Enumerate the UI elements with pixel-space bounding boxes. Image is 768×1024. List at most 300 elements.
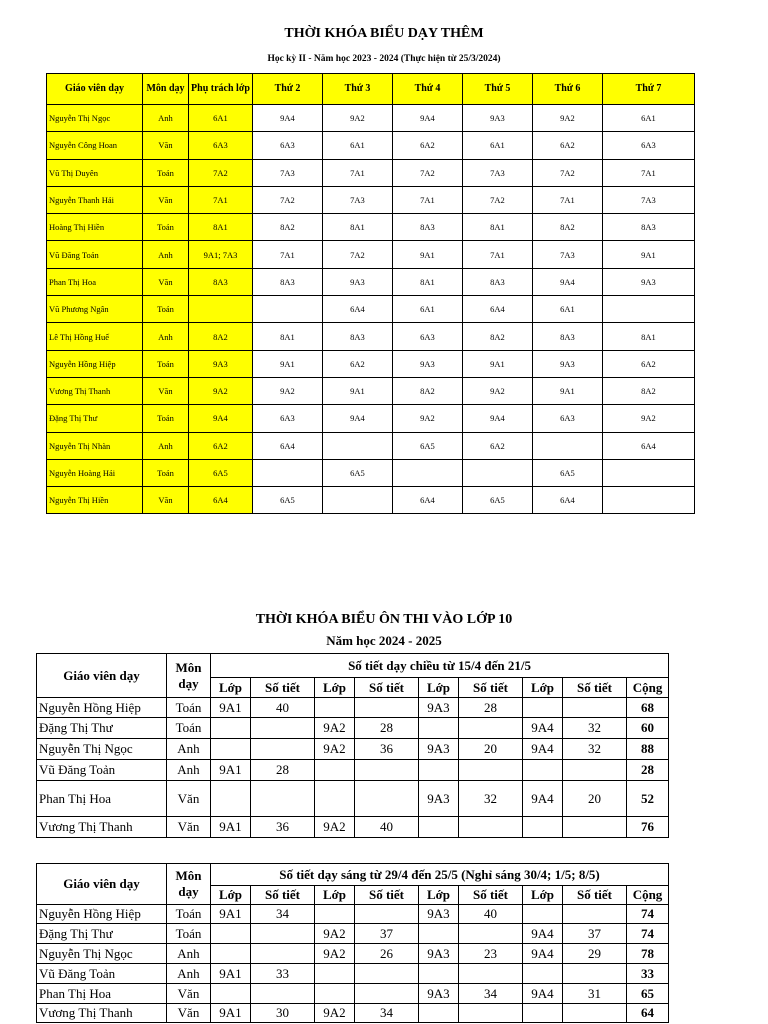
table-row [37,944,669,964]
value-cell: 23 [459,944,523,964]
class-cell: 8A2 [533,214,603,241]
class-cell: 9A3 [603,268,695,295]
value-cell [211,739,251,760]
class-cell: 9A4 [323,405,393,432]
value-cell: 34 [459,984,523,1004]
col-subject: Môn dạy [167,654,211,698]
class-cell: 9A3 [189,350,253,377]
teacher-name: Hoàng Thị Hiền [47,214,143,241]
subheader-sotiet: Số tiết [563,886,627,905]
teacher-name: Nguyễn Thị Ngọc [47,105,143,132]
value-cell: 9A3 [419,905,459,924]
value-cell [459,1004,523,1023]
value-cell: 31 [563,984,627,1004]
subject-cell: Toán [143,159,189,186]
class-cell: 6A5 [463,487,533,514]
value-cell: 9A4 [523,781,563,817]
value-cell [419,924,459,944]
value-cell: 29 [563,944,627,964]
class-cell: 9A3 [323,268,393,295]
class-cell: 6A4 [323,296,393,323]
class-cell: 6A5 [533,459,603,486]
schedule2-title: THỜI KHÓA BIỂU ÔN THI VÀO LỚP 10 [255,612,513,627]
morning-exam-prep-table [36,863,669,1023]
value-cell: 9A1 [211,1004,251,1023]
class-cell: 6A3 [533,405,603,432]
subject-cell: Anh [143,432,189,459]
value-cell: 9A1 [211,698,251,718]
header-cell: Thứ 4 [393,74,463,105]
value-cell [315,984,355,1004]
table-row [37,760,669,781]
class-cell: 9A1; 7A3 [189,241,253,268]
subject-cell: Toán [143,296,189,323]
teacher-name: Vương Thị Thanh [37,817,167,838]
value-cell [251,718,315,739]
class-cell: 8A3 [189,268,253,295]
subheader-sotiet: Số tiết [251,886,315,905]
value-cell: 9A4 [523,924,563,944]
value-cell [563,698,627,718]
value-cell: 28 [251,760,315,781]
class-cell: 9A4 [463,405,533,432]
header-cell: Thứ 5 [463,74,533,105]
table-row [37,984,669,1004]
value-cell: 9A4 [523,718,563,739]
teacher-name: Lê Thị Hồng Huế [47,323,143,350]
class-cell [603,296,695,323]
class-cell: 8A1 [189,214,253,241]
value-cell: Toán [167,718,211,739]
col-teacher: Giáo viên dạy [37,654,167,698]
value-cell: Văn [167,817,211,838]
teacher-name: Nguyễn Thị Ngọc [37,944,167,964]
class-cell: 9A4 [393,105,463,132]
teacher-name: Đặng Thị Thư [47,405,143,432]
table-row [47,432,695,459]
class-cell: 8A1 [323,214,393,241]
class-cell: 6A5 [323,459,393,486]
value-cell: 28 [355,718,419,739]
class-cell: 9A4 [189,405,253,432]
teacher-name: Nguyễn Hoàng Hải [47,459,143,486]
value-cell: 9A3 [419,984,459,1004]
value-cell: 32 [563,739,627,760]
class-cell: 9A1 [603,241,695,268]
table-row [37,1004,669,1023]
table-row [47,186,695,213]
class-cell: 9A2 [603,405,695,432]
subheader-lop: Lớp [523,886,563,905]
value-cell: Toán [167,698,211,718]
table-row [47,132,695,159]
class-cell [393,459,463,486]
teacher-name: Nguyễn Thanh Hải [47,186,143,213]
value-cell [523,698,563,718]
subheader-sotiet: Số tiết [563,678,627,698]
value-cell [355,781,419,817]
subject-cell: Anh [143,241,189,268]
class-cell: 6A2 [189,432,253,459]
table-row [47,459,695,486]
class-cell: 8A3 [323,323,393,350]
teacher-name: Vũ Phương Ngân [47,296,143,323]
subject-cell: Anh [143,105,189,132]
value-cell: 9A2 [315,817,355,838]
subheader-lop: Lớp [419,678,459,698]
value-cell: 9A2 [315,944,355,964]
class-cell: 6A1 [323,132,393,159]
subheader-sotiet: Số tiết [459,678,523,698]
class-cell: 9A1 [463,350,533,377]
class-cell: 9A2 [189,377,253,404]
value-cell [563,817,627,838]
value-cell: 36 [355,739,419,760]
subject-cell: Văn [143,186,189,213]
header-cell: Phụ trách lớp [189,74,253,105]
class-cell [463,459,533,486]
subject-cell: Văn [143,487,189,514]
table-row [47,241,695,268]
morning-period: Số tiết dạy sáng từ 29/4 đến 25/5 (Nghỉ sáng 30/4; 1/5; 8/5) [211,864,669,886]
table-row [47,296,695,323]
class-cell: 7A1 [393,186,463,213]
class-cell: 7A3 [463,159,533,186]
teacher-name: Nguyễn Hồng Hiệp [37,905,167,924]
subheader-lop: Lớp [211,886,251,905]
teacher-name: Vũ Thị Duyên [47,159,143,186]
value-cell: 40 [355,817,419,838]
value-cell: 20 [563,781,627,817]
teacher-name: Nguyễn Thị Ngọc [37,739,167,760]
value-cell [251,944,315,964]
class-cell: 9A2 [463,377,533,404]
value-cell: 9A1 [211,905,251,924]
class-cell: 9A2 [393,405,463,432]
class-cell: 9A1 [393,241,463,268]
table-row [37,964,669,984]
class-cell: 7A2 [533,159,603,186]
value-cell: Văn [167,1004,211,1023]
class-cell: 6A1 [189,105,253,132]
class-cell: 8A3 [253,268,323,295]
col-teacher: Giáo viên dạy [37,864,167,905]
value-cell: Anh [167,944,211,964]
teacher-name: Phan Thị Hoa [47,268,143,295]
class-cell: 8A2 [463,323,533,350]
class-cell: 6A3 [603,132,695,159]
class-cell: 7A2 [463,186,533,213]
table-row [47,487,695,514]
class-cell [603,459,695,486]
value-cell [211,984,251,1004]
value-cell: 36 [251,817,315,838]
subheader-cong: Cộng [627,678,669,698]
subject-cell: Toán [143,214,189,241]
teacher-name: Nguyễn Thị Hiền [47,487,143,514]
subheader-sotiet: Số tiết [251,678,315,698]
value-cell [419,964,459,984]
class-cell: 6A4 [253,432,323,459]
value-cell: Toán [167,924,211,944]
class-cell [323,487,393,514]
table-row [47,268,695,295]
subheader-lop: Lớp [315,886,355,905]
total-cell: 76 [627,817,669,838]
value-cell [419,817,459,838]
total-cell: 78 [627,944,669,964]
value-cell: 20 [459,739,523,760]
class-cell: 6A5 [253,487,323,514]
teacher-name: Vũ Đăng Toản [47,241,143,268]
class-cell: 8A1 [603,323,695,350]
value-cell [459,817,523,838]
value-cell: Văn [167,984,211,1004]
value-cell [523,760,563,781]
value-cell: 9A3 [419,781,459,817]
class-cell: 6A4 [603,432,695,459]
class-cell: 7A1 [533,186,603,213]
class-cell: 7A2 [393,159,463,186]
total-cell: 60 [627,718,669,739]
class-cell: 7A1 [323,159,393,186]
value-cell [355,698,419,718]
teacher-name: Nguyễn Hồng Hiệp [47,350,143,377]
teacher-name: Vũ Đăng Toản [37,760,167,781]
total-cell: 28 [627,760,669,781]
schedule2-year: Năm học 2024 - 2025 [326,633,442,648]
teacher-name: Vương Thị Thanh [47,377,143,404]
value-cell [251,984,315,1004]
value-cell: 34 [251,905,315,924]
class-cell: 9A3 [533,350,603,377]
value-cell [523,905,563,924]
table-row [37,698,669,718]
value-cell [355,905,419,924]
teacher-name: Phan Thị Hoa [37,984,167,1004]
teacher-name: Phan Thị Hoa [37,781,167,817]
value-cell: 30 [251,1004,315,1023]
class-cell: 9A1 [533,377,603,404]
class-cell: 7A1 [189,186,253,213]
class-cell: 6A5 [189,459,253,486]
subject-cell: Anh [143,323,189,350]
class-cell: 8A2 [393,377,463,404]
subject-cell: Văn [143,132,189,159]
value-cell: 9A4 [523,739,563,760]
value-cell: 9A2 [315,1004,355,1023]
class-cell: 6A5 [393,432,463,459]
value-cell [251,781,315,817]
class-cell: 6A4 [189,487,253,514]
value-cell: 9A4 [523,984,563,1004]
header-cell: Môn dạy [143,74,189,105]
class-cell: 6A1 [393,296,463,323]
value-cell [315,964,355,984]
value-cell [563,964,627,984]
table-row [37,718,669,739]
table-row [47,405,695,432]
value-cell [211,924,251,944]
value-cell [211,781,251,817]
teacher-name: Đặng Thị Thư [37,718,167,739]
value-cell: 26 [355,944,419,964]
table-row [47,377,695,404]
class-cell: 6A2 [463,432,533,459]
value-cell: 9A1 [211,964,251,984]
class-cell: 6A4 [393,487,463,514]
class-cell: 6A4 [463,296,533,323]
value-cell [459,718,523,739]
value-cell: Toán [167,905,211,924]
value-cell: 9A3 [419,698,459,718]
class-cell: 7A3 [603,186,695,213]
extra-teaching-schedule-table [46,73,695,514]
class-cell: 8A3 [533,323,603,350]
teacher-name: Nguyễn Hồng Hiệp [37,698,167,718]
afternoon-period: Số tiết dạy chiều từ 15/4 đến 21/5 [211,654,669,678]
value-cell [563,760,627,781]
subject-cell: Văn [143,377,189,404]
value-cell [315,781,355,817]
value-cell [211,944,251,964]
value-cell [459,964,523,984]
class-cell: 9A4 [253,105,323,132]
subheader-lop: Lớp [211,678,251,698]
class-cell: 6A2 [533,132,603,159]
total-cell: 52 [627,781,669,817]
col-subject: Môn dạy [167,864,211,905]
subheader-sotiet: Số tiết [355,886,419,905]
class-cell: 8A2 [253,214,323,241]
class-cell [323,432,393,459]
header-cell: Thứ 7 [603,74,695,105]
subheader-lop: Lớp [523,678,563,698]
table-row [47,350,695,377]
table-row [47,323,695,350]
class-cell: 9A1 [253,350,323,377]
value-cell [251,739,315,760]
value-cell [211,718,251,739]
subheader-lop: Lớp [315,678,355,698]
value-cell: 40 [459,905,523,924]
header-cell: Giáo viên dạy [47,74,143,105]
class-cell: 7A2 [189,159,253,186]
value-cell [459,924,523,944]
class-cell: 6A2 [323,350,393,377]
class-cell: 8A1 [463,214,533,241]
subheader-sotiet: Số tiết [459,886,523,905]
value-cell [315,905,355,924]
total-cell: 74 [627,905,669,924]
value-cell [251,924,315,944]
class-cell: 9A2 [323,105,393,132]
value-cell: 28 [459,698,523,718]
value-cell: 9A2 [315,718,355,739]
total-cell: 68 [627,698,669,718]
class-cell: 7A3 [253,159,323,186]
class-cell: 7A3 [323,186,393,213]
class-cell [533,432,603,459]
subject-cell: Toán [143,350,189,377]
teacher-name: Vương Thị Thanh [37,1004,167,1023]
value-cell [355,760,419,781]
class-cell: 7A2 [323,241,393,268]
value-cell [523,817,563,838]
class-cell: 9A2 [253,377,323,404]
class-cell: 7A1 [253,241,323,268]
value-cell: Văn [167,781,211,817]
value-cell: 34 [355,1004,419,1023]
value-cell [419,760,459,781]
class-cell [253,296,323,323]
value-cell: 40 [251,698,315,718]
class-cell: 7A3 [533,241,603,268]
class-cell: 9A1 [323,377,393,404]
class-cell: 8A1 [393,268,463,295]
teacher-name: Đặng Thị Thư [37,924,167,944]
class-cell: 9A4 [533,268,603,295]
class-cell: 8A2 [603,377,695,404]
value-cell [459,760,523,781]
class-cell: 6A3 [189,132,253,159]
table-row [47,159,695,186]
header-cell: Thứ 3 [323,74,393,105]
value-cell: 37 [563,924,627,944]
header-cell: Thứ 2 [253,74,323,105]
class-cell: 6A3 [253,405,323,432]
table-row [37,781,669,817]
value-cell: 33 [251,964,315,984]
table-row [37,924,669,944]
header-cell: Thứ 6 [533,74,603,105]
class-cell: 6A4 [533,487,603,514]
value-cell [315,760,355,781]
value-cell [563,905,627,924]
class-cell: 6A1 [533,296,603,323]
teacher-name: Vũ Đăng Toản [37,964,167,984]
value-cell: Anh [167,760,211,781]
value-cell: 32 [563,718,627,739]
value-cell: Anh [167,964,211,984]
value-cell: 9A1 [211,760,251,781]
class-cell [603,487,695,514]
class-cell: 6A1 [463,132,533,159]
teacher-name: Nguyễn Thị Nhàn [47,432,143,459]
value-cell [523,964,563,984]
subject-cell: Toán [143,405,189,432]
subheader-lop: Lớp [419,886,459,905]
total-cell: 65 [627,984,669,1004]
class-cell: 8A3 [603,214,695,241]
total-cell: 33 [627,964,669,984]
class-cell: 6A2 [393,132,463,159]
afternoon-exam-prep-table [36,653,669,838]
value-cell [355,964,419,984]
class-cell: 8A3 [393,214,463,241]
class-cell: 8A2 [189,323,253,350]
class-cell: 7A2 [253,186,323,213]
value-cell [563,1004,627,1023]
table-row [47,105,695,132]
value-cell [419,718,459,739]
teacher-name: Nguyễn Công Hoan [47,132,143,159]
class-cell [253,459,323,486]
schedule1-subtitle: Học kỳ II - Năm học 2023 - 2024 (Thực hiện từ 25/3/2024) [267,54,501,64]
class-cell: 7A1 [603,159,695,186]
total-cell: 88 [627,739,669,760]
class-cell: 7A1 [463,241,533,268]
